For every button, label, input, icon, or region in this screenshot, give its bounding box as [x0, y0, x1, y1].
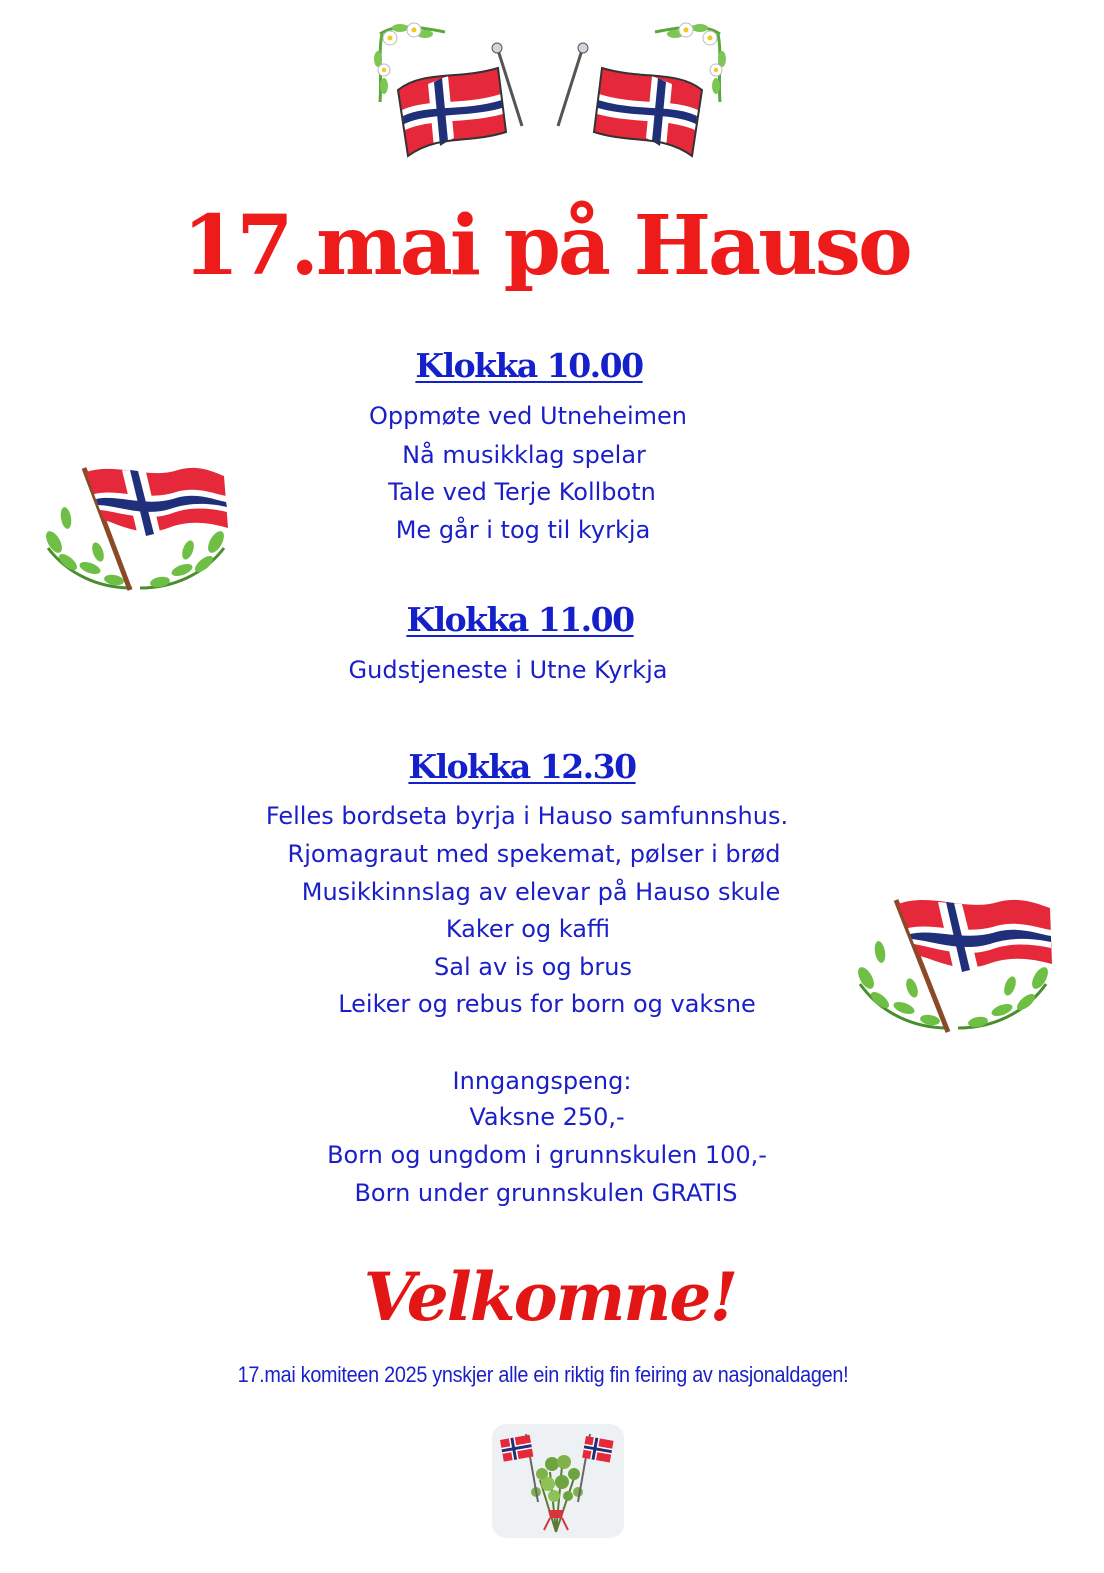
list-item: Rjomagraut med spekemat, pølser i brød	[287, 840, 781, 868]
list-item: Gudstjeneste i Utne Kyrkja	[348, 656, 668, 684]
norwegian-flag-icon	[398, 68, 506, 156]
section-heading: Klokka 12.30	[408, 747, 636, 786]
list-item: Me går i tog til kyrkja	[395, 516, 651, 544]
list-item: Musikkinnslag av elevar på Hauso skule	[301, 878, 781, 906]
norwegian-flag-icon	[594, 68, 702, 156]
list-item: Oppmøte ved Utneheimen	[368, 402, 687, 430]
birch-bouquet-illustration	[490, 1422, 626, 1540]
list-item: Leiker og rebus for born og vaksne	[338, 990, 756, 1018]
entrance-label: Inngangspeng:	[452, 1067, 632, 1095]
list-item: Nå musikklag spelar	[402, 441, 646, 469]
footer-text: 17.mai komiteen 2025 ynskjer alle ein riktig fin feiring av nasjonaldagen!	[237, 1362, 849, 1387]
right-flag-illustration	[850, 892, 1056, 1036]
list-item: Tale ved Terje Kollbotn	[388, 478, 656, 506]
page-title: 17.mai på Hauso	[182, 198, 910, 294]
list-item: Kaker og kaffi	[445, 915, 611, 943]
section-heading: Klokka 10.00	[415, 346, 643, 385]
price-item: Born under grunnskulen GRATIS	[354, 1179, 738, 1207]
list-item: Sal av is og brus	[434, 953, 632, 981]
left-flag-illustration	[38, 462, 234, 594]
welcome-text: Velkomne!	[363, 1258, 737, 1336]
price-item: Vaksne 250,-	[469, 1103, 625, 1131]
price-item: Born og ungdom i grunnskulen 100,-	[327, 1141, 767, 1169]
top-flags-illustration	[370, 14, 730, 164]
list-item: Felles bordseta byrja i Hauso samfunnshus.	[265, 802, 789, 830]
section-heading: Klokka 11.00	[406, 600, 634, 639]
